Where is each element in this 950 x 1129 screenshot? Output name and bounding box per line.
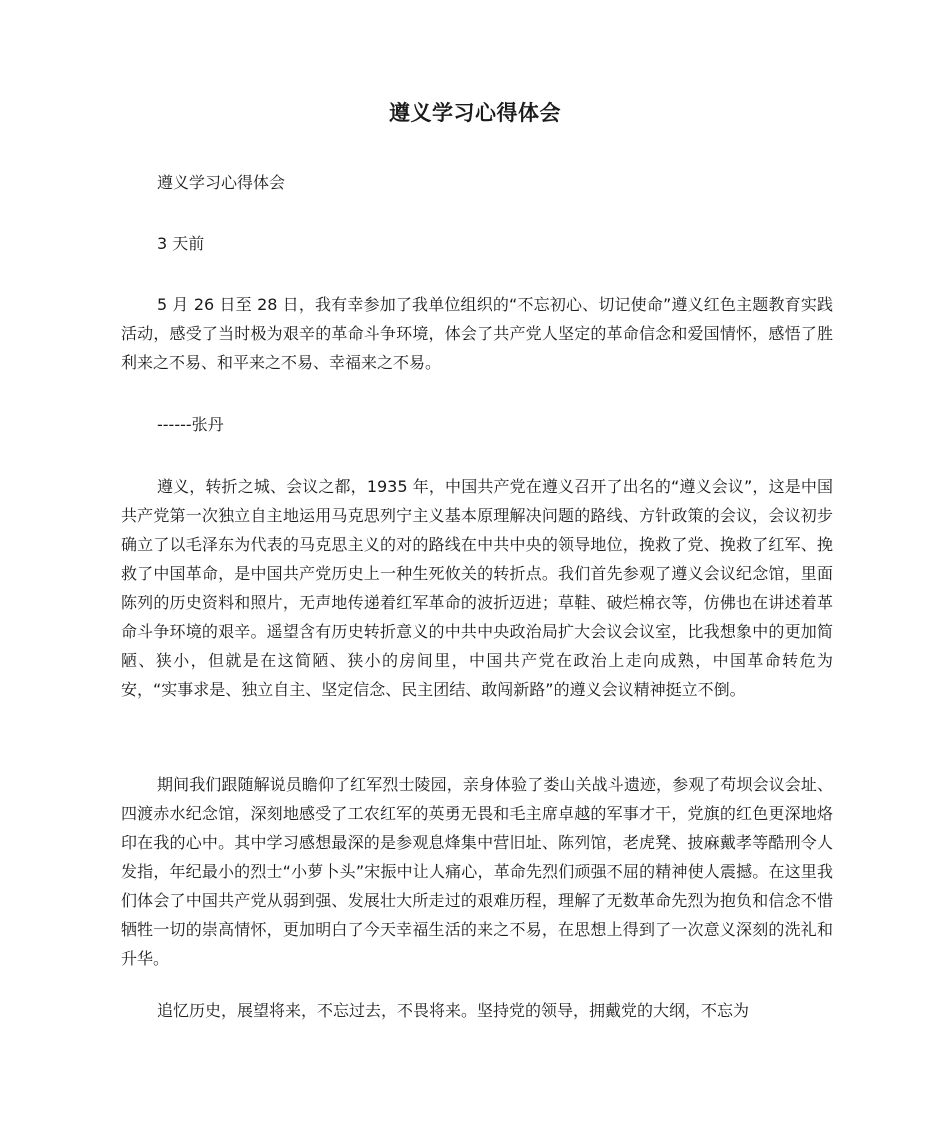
- document-title: 遵义学习心得体会: [389, 101, 561, 125]
- author-signature: ------张丹: [157, 415, 224, 434]
- paragraph-visit: 期间我们跟随解说员瞻仰了红军烈士陵园，亲身体验了娄山关战斗遗迹，参观了苟坝会议会址、四渡赤水纪念馆，深刻地感受了工农红军的英勇无畏和毛主席卓越的军事才干，党旗的红色更深地烙印在我的心中。其中学习感想最深的是参观息烽集中营旧址、陈列馆，老虎凳、披麻戴孝等酷刑令人发指，年纪最小的烈士“小萝卜头”宋振中让人痛心，革命先烈们顽强不屈的精神使人震撼。在这里我们体会了中国共产党从弱到强、发展壮大所走过的艰难历程，理解了无数革命先烈为抱负和信念不惜牺牲一切的崇高情怀，更加明白了今天幸福生活的来之不易，在思想上得到了一次意义深刻的洗礼和升华。: [121, 775, 833, 968]
- document-subtitle: 遵义学习心得体会: [157, 173, 286, 192]
- publish-date: 3 天前: [157, 234, 205, 253]
- paragraph-zunyi-meeting: 遵义，转折之城、会议之都，1935 年，中国共产党在遵义召开了出名的“遵义会议”，这是中国共产党第一次独立自主地运用马克思列宁主义基本原理解决问题的路线、方针政策的会议，会议初步确立了以毛泽东为代表的马克思主义的对的路线在中共中央的领导地位，挽救了党、挽救了红军、挽救了中国革命，是中国共产党历史上一种生死攸关的转折点。我们首先参观了遵义会议纪念馆，里面陈列的历史资料和照片，无声地传递着红军革命的波折迈进；草鞋、破烂棉衣等，仿佛也在讲述着革命斗争环境的艰辛。遥望含有历史转折意义的中共中央政治局扩大会议会议室，比我想象中的更加简陋、狭小，但就是在这简陋、狭小的房间里，中国共产党在政治上走向成熟，中国革命转危为安，“实事求是、独立自主、坚定信念、民主团结、敢闯新路”的遵义会议精神挺立不倒。: [121, 477, 833, 699]
- paragraph-intro: 5 月 26 日至 28 日，我有幸参加了我单位组织的“不忘初心、切记使命”遵义红色主题教育实践活动，感受了当时极为艰辛的革命斗争环境，体会了共产党人坚定的革命信念和爱国情怀，感悟了胜利来之不易、和平来之不易、幸福来之不易。: [121, 295, 833, 372]
- paragraph-conclusion: 追忆历史，展望将来，不忘过去，不畏将来。坚持党的领导，拥戴党的大纲，不忘为: [157, 1001, 750, 1020]
